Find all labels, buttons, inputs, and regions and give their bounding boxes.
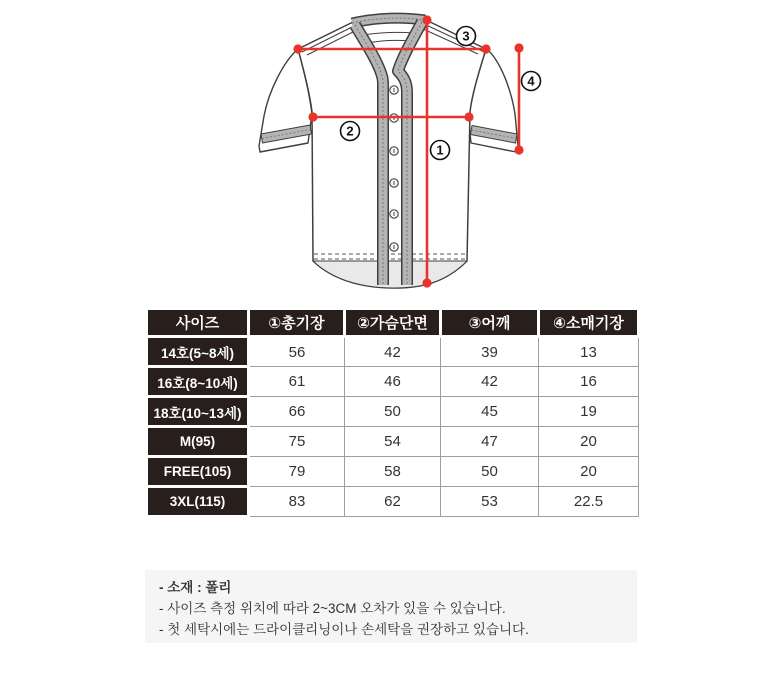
- header-shoulder: ③어깨: [441, 309, 539, 337]
- value-cell: 54: [345, 427, 441, 457]
- note-washing: - 첫 세탁시에는 드라이클리닝이나 손세탁을 권장하고 있습니다.: [159, 622, 529, 637]
- jersey-illustration: [259, 18, 518, 288]
- value-cell: 16: [539, 367, 639, 397]
- table-row: [147, 367, 639, 397]
- size-table: [145, 307, 640, 518]
- header-size: 사이즈: [147, 309, 249, 337]
- value-cell: 39: [441, 337, 539, 367]
- value-cell: 53: [441, 487, 539, 517]
- value-cell: 47: [441, 427, 539, 457]
- marker-sleeve: [522, 72, 541, 91]
- jersey-size-diagram: [0, 0, 782, 302]
- value-cell: 13: [539, 337, 639, 367]
- value-cell: 66: [249, 397, 345, 427]
- value-cell: 79: [249, 457, 345, 487]
- value-cell: 19: [539, 397, 639, 427]
- value-cell: 58: [345, 457, 441, 487]
- value-cell: 75: [249, 427, 345, 457]
- value-cell: 50: [441, 457, 539, 487]
- marker-3-label: 3: [462, 28, 470, 44]
- note-material: - 소재 : 폴리: [159, 580, 232, 595]
- table-row: [147, 427, 639, 457]
- marker-2-label: 2: [346, 123, 354, 139]
- value-cell: 42: [345, 337, 441, 367]
- value-cell: 61: [249, 367, 345, 397]
- header-chest-width: ②가슴단면: [345, 309, 441, 337]
- value-cell: 45: [441, 397, 539, 427]
- header-total-length: ①총기장: [249, 309, 345, 337]
- hem-facing: [313, 261, 467, 288]
- note-tolerance: - 사이즈 측정 위치에 따라 2~3CM 오차가 있을 수 있습니다.: [159, 601, 506, 616]
- value-cell: 42: [441, 367, 539, 397]
- value-cell: 50: [345, 397, 441, 427]
- value-cell: 20: [539, 457, 639, 487]
- value-cell: 20: [539, 427, 639, 457]
- value-cell: 22.5: [539, 487, 639, 517]
- care-notes-box: [145, 570, 637, 643]
- marker-shoulder: [457, 27, 476, 46]
- marker-total-length: [431, 141, 450, 160]
- table-row: [147, 457, 639, 487]
- size-label-cell: M(95): [147, 427, 249, 457]
- size-label-cell: 16호(8~10세): [147, 367, 249, 397]
- size-label-cell: 18호(10~13세): [147, 397, 249, 427]
- marker-4-label: 4: [527, 73, 535, 89]
- size-label-cell: 14호(5~8세): [147, 337, 249, 367]
- header-sleeve-length: ④소매기장: [539, 309, 639, 337]
- table-row: [147, 397, 639, 427]
- value-cell: 56: [249, 337, 345, 367]
- table-row: [147, 487, 639, 517]
- marker-1-label: 1: [436, 142, 444, 158]
- value-cell: 46: [345, 367, 441, 397]
- back-collar-band: [352, 18, 425, 23]
- marker-chest: [341, 122, 360, 141]
- value-cell: 62: [345, 487, 441, 517]
- size-label-cell: 3XL(115): [147, 487, 249, 517]
- value-cell: 83: [249, 487, 345, 517]
- size-label-cell: FREE(105): [147, 457, 249, 487]
- table-row: [147, 337, 639, 367]
- size-table-header-row: [147, 309, 639, 337]
